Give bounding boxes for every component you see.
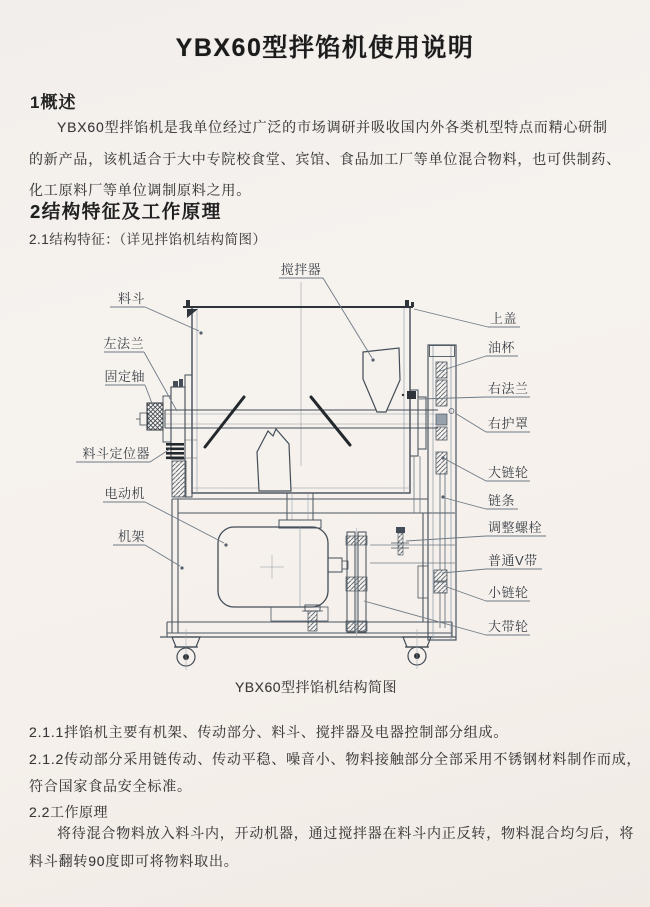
overview-line: YBX60型拌馅机是我单位经过广泛的市场调研并吸收国内外各类机型特点而精心研制 <box>57 119 608 135</box>
label-adjustment-bolt <box>406 536 546 541</box>
big-belt-pulley <box>346 528 367 636</box>
diagram-label-hopper-positioner: 料斗定位器 <box>82 446 150 461</box>
diagram-label-small-sprocket: 小链轮 <box>488 585 529 600</box>
page-title: YBX60型拌馅机使用说明 <box>175 34 475 62</box>
oil-cup-area <box>436 362 447 378</box>
diagram-label-motor: 电动机 <box>104 486 145 501</box>
agitator-paddle-lower <box>257 429 291 491</box>
label-frame <box>113 545 184 570</box>
anchor-bolt <box>302 605 323 631</box>
agitator-paddle-upper <box>363 348 400 412</box>
caster-wheel-left <box>172 629 200 670</box>
right-flange <box>418 397 426 449</box>
section22-heading: 2.2工作原理 <box>29 804 108 820</box>
overview-line: 化工原料厂等单位调制原料之用。 <box>29 182 251 198</box>
big-sprocket <box>436 452 447 474</box>
diagram-label-hopper: 料斗 <box>117 291 145 306</box>
diagram-label-frame: 机架 <box>117 529 145 544</box>
label-oil-cup <box>437 356 518 372</box>
diagram-label-left-flange: 左法兰 <box>103 336 144 351</box>
working-line: 料斗翻转90度即可将物料取出。 <box>29 853 239 869</box>
diagram-label-adjustment-bolt: 调整螺栓 <box>488 520 543 535</box>
electric-motor <box>218 527 348 621</box>
right-flange-assembly <box>402 390 426 513</box>
mixer-structure-diagram <box>0 250 650 672</box>
label-v-belt <box>442 569 542 573</box>
diagram-label-big-pulley: 大带轮 <box>488 619 529 634</box>
diagram-label-agitator: 搅拌器 <box>280 262 322 277</box>
diagram-label-fixed-axle: 固定轴 <box>104 369 145 384</box>
overview-line: 的新产品，该机适合于大中专院校食堂、宾馆、食品加工厂等单位混合物料，也可供制药、 <box>29 150 621 167</box>
small-sprocket <box>434 570 447 581</box>
diagram-label-right-cover: 右护罩 <box>488 416 529 431</box>
fixed-axle <box>147 403 163 430</box>
cover-bolt-marker <box>449 409 454 414</box>
diagram-label-oil-cup: 油杯 <box>488 340 516 355</box>
section1-heading: 1概述 <box>30 93 77 112</box>
caster-wheel-right <box>403 629 431 669</box>
left-flange-assembly <box>147 375 197 497</box>
diagram-label-top-cover: 上盖 <box>490 311 518 326</box>
label-fixed-axle <box>105 385 153 406</box>
diagram-label-big-sprocket: 大链轮 <box>488 465 529 480</box>
center-support-column <box>279 493 321 528</box>
item-212-line1: 2.1.2传动部分采用链传动、传动平稳、噪音小、物料接触部分全部采用不锈钢材料制作而成， <box>29 751 642 767</box>
working-line: 将待混合物料放入料斗内，开动机器，通过搅拌器在料斗内正反转，物料混合均匀后，将 <box>57 825 635 841</box>
hopper-positioner <box>166 443 184 459</box>
item-212-line2: 符合国家食品安全标准。 <box>29 778 192 794</box>
item-211: 2.1.1拌馅机主要有机架、传动部分、料斗、搅拌器及电器控制部分组成。 <box>29 724 509 740</box>
top-cover <box>183 300 414 318</box>
label-agitator <box>279 278 375 362</box>
upper-sprocket-hub <box>436 380 447 406</box>
diagram-label-right-flange: 右法兰 <box>488 381 529 396</box>
section2-heading: 2结构特征及工作原理 <box>30 201 222 222</box>
mixing-shaft <box>136 410 438 428</box>
diagram-label-chain: 链条 <box>488 493 516 508</box>
diagram-caption: YBX60型拌馅机结构简图 <box>234 679 398 695</box>
motor-base <box>271 607 328 621</box>
diagram-label-v-belt: 普通V带 <box>488 553 538 568</box>
overview-paragraph <box>29 112 621 207</box>
section21-subheading: 2.1结构特征：（详见拌馅机结构简图） <box>29 232 267 247</box>
motor-shaft <box>328 558 342 572</box>
